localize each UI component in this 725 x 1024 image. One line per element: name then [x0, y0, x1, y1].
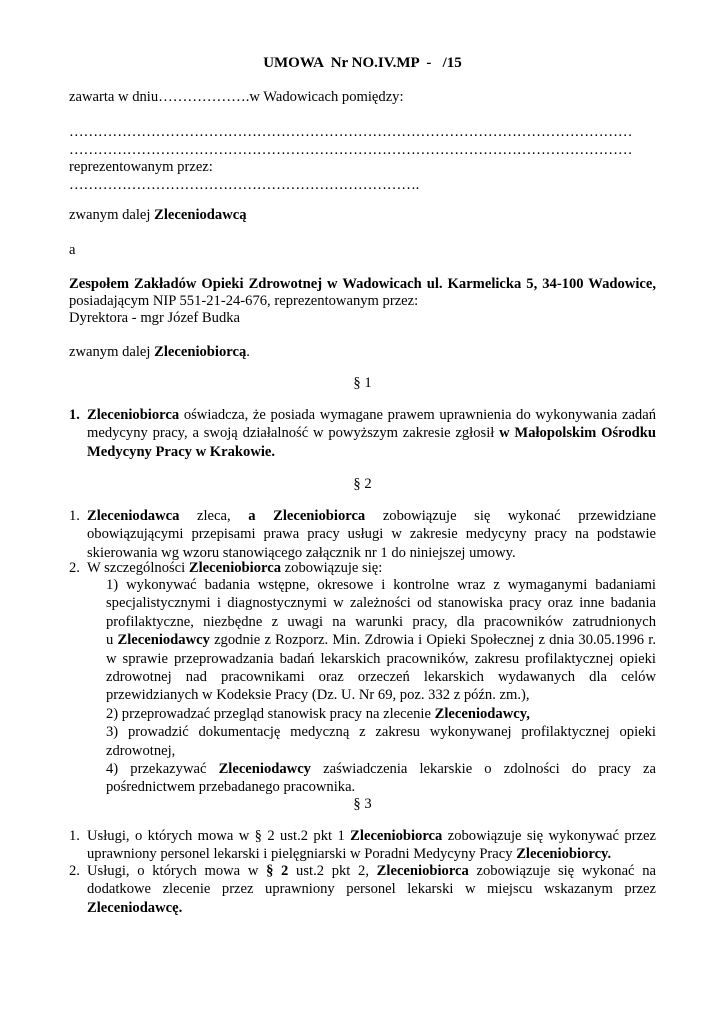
section-2-heading: § 2: [353, 476, 372, 492]
contract-date-line: zawarta w dniu……………….w Wadowicach pomiędzy:: [69, 89, 404, 105]
party2-name-line: Zespołem Zakładów Opieki Zdrowotnej w Wadowicach ul. Karmelicka 5, 34-100 Wadowice,: [69, 276, 656, 292]
list-number: 1.: [69, 407, 80, 423]
party1-name-placeholder-2: ………………………………………………………………………………………………………: [69, 142, 633, 158]
list-number: 1.: [69, 828, 80, 844]
subitem-2: 2) przeprowadzać przegląd stanowisk pracy na zlecenie Zleceniodawcy,: [106, 705, 530, 722]
contract-title: UMOWA Nr NO.IV.MP - /15: [263, 55, 462, 71]
section-2-subitems: 1) wykonywać badania wstępne, okresowe i kontrolne wraz z wymaganymi badaniami specjalistycznymi i diagnostycznymi w zależności od stanowiska pracy oraz inne badania profilaktyczne, niezbędne z uwagi na warunki pracy, dla pracowników zatrudnionych u Zleceniodawcy zgodnie z Rozporz. Min. Zdrowia i Opieki Społecznej z dnia 30.05.1996 r. w sprawie przeprowadzania badań lekarskich pracowników, zakresu profilaktycznej opieki zdrowotnej nad pracownikami oraz orzeczeń lekarskich wydawanych dla celów przewidzianych w Kodeksie Pracy (Dz. U. Nr 69, poz. 332 z późn. zm.), 2) przeprowadzać przegląd stanowisk pracy na zlecenie Zleceniodawcy, 3) prowadzić dokumentację medyczną z zakresu wykonywanej profilaktycznej opieki zdrowotnej, 4) przekazywać Zleceniodawcy zaświadczenia lekarskie o zdolności do pracy za pośrednictwem przebadanego pracownika.: [106, 577, 656, 796]
section-1-heading: § 1: [353, 375, 372, 391]
party1-representative-placeholder: ……………………………………………………………….: [69, 177, 420, 193]
subitem-3: 3) prowadzić dokumentację medyczną z zakresu wykonywanej profilaktycznej opieki: [106, 724, 656, 741]
party1-called-line: [69, 206, 247, 224]
party2-called-line: zwanym dalej Zleceniobiorcą.: [69, 344, 250, 360]
section-3-heading: § 3: [353, 796, 372, 812]
party1-representative-label: reprezentowanym przez:: [69, 159, 213, 175]
party2-director-line: Dyrektora - mgr Józef Budka: [69, 310, 241, 326]
subitem-4: 4) przekazywać Zleceniodawcy zaświadczenia lekarskie o zdolności do pracy za: [106, 760, 656, 777]
document-page: UMOWA Nr NO.IV.MP - /15 zawarta w dniu……………….w Wadowicach pomiędzy: ……………………………………………………………………………………………………… ……………………………………………………………………………………………………… reprezentowanym przez: ………………………………………………………………. zwanym dalej Zleceniodawcą a Zespołem Zakładów Opieki Zdrowotnej w Wadowicach ul. Karmelicka 5, 34-100 Wadowice, posiadającym NIP 551-21-24-676, reprezentowanym przez: Dyrektora - mgr Józef Budka zwanym dalej Zleceniobiorcą. § 1 1. Zleceniobiorca oświadcza, że posiada wymagane prawem uprawnienia do wykonywania zadań medycyny pracy, a swoją działalność w powyższym zakresie zgłosił w Małopolskim Ośrodku Medycyny Pracy w Krakowie. § 2 1. Zleceniodawca zleca, a Zleceniobiorca zobowiązuje się wykonać przewidziane obowiązującymi przepisami prawa pracy usługi w zakresie medycyny pracy na podstawie skierowania wg wzoru stanowiącego załącznik nr 1 do niniejszej umowy. 2. W szczególności Zleceniobiorca zobowiązuje się: 1) wykonywać badania wstępne, okresowe i kontrolne wraz z wymaganymi badaniami specjalistycznymi i diagnostycznymi w zależności od stanowiska pracy oraz inne badania profilaktyczne, niezbędne z uwagi na warunki pracy, dla pracowników zatrudnionych u Zleceniodawcy zgodnie z Rozporz. Min. Zdrowia i Opieki Społecznej z dnia 30.05.1996 r. w sprawie przeprowadzania badań lekarskich pracowników, zakresu profilaktycznej opieki zdrowotnej nad pracownikami oraz orzeczeń lekarskich wydawanych dla celów przewidzianych w Kodeksie Pracy (Dz. U. Nr 69, poz. 332 z późn. zm.), 2) przeprowadzać przegląd stanowisk pracy na zlecenie Zleceniodawcy, 3) prowadzić dokumentację medyczną z zakresu wykonywanej profilaktycznej opieki zdrowotnej, 4) przekazywać Zleceniodawcy zaświadczenia lekarskie o zdolności do pracy za pośrednictwem przebadanego pracownika. § 3 1. Usługi, o których mowa w § 2 ust.2 pkt 1 Zleceniobiorca zobowiązuje się wykonywać przez uprawniony personel lekarski i pielęgniarski w Poradni Medycyny Pracy Zleceniobiorcy. 2. Usługi, o których mowa w § 2 ust.2 pkt 2, Zleceniobiorca zobowiązuje się wykonać na dodatkowe zlecenie przez uprawniony personel lekarski w miejscu wskazanym przez Zleceniodawcę.: [0, 0, 725, 1024]
list-number: 2.: [69, 863, 80, 879]
list-number: 2.: [69, 560, 80, 576]
party1-role: Zleceniodawcą: [154, 207, 247, 223]
subitem-1: 1) wykonywać badania wstępne, okresowe i kontrolne wraz z wymaganymi badaniami: [106, 577, 656, 593]
list-number: 1.: [69, 508, 80, 524]
party1-name-placeholder-1: ………………………………………………………………………………………………………: [69, 124, 633, 140]
party2-nip-line: posiadającym NIP 551-21-24-676, reprezentowanym przez:: [69, 293, 419, 309]
party2-role: Zleceniobiorcą: [154, 344, 247, 360]
and-separator: a: [69, 242, 76, 258]
called-prefix: zwanym dalej: [69, 207, 155, 223]
